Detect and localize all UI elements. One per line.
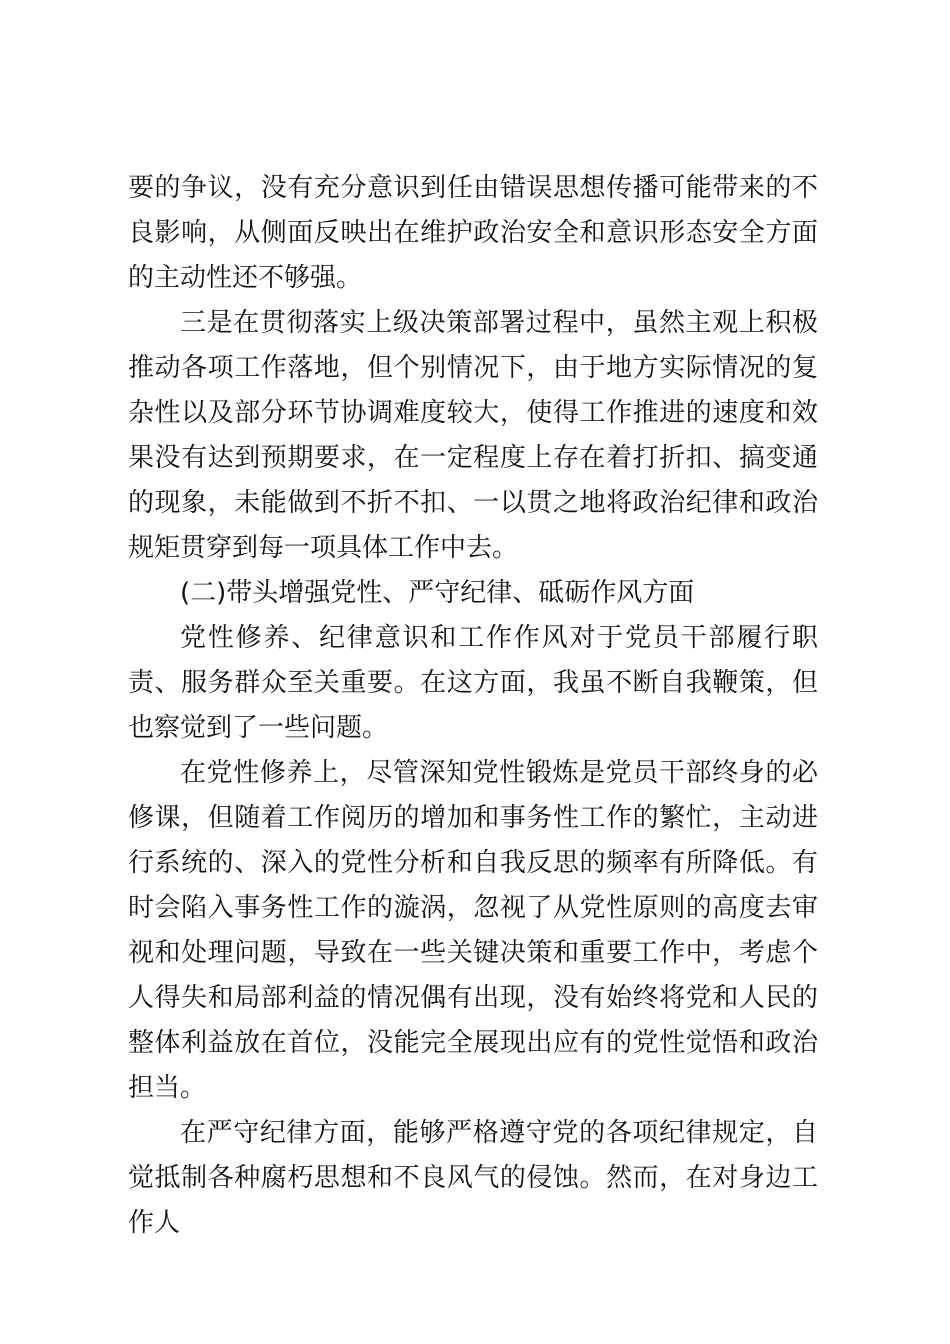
paragraph-intro: 党性修养、纪律意识和工作作风对于党员干部履行职责、服务群众至关重要。在这方面，我虽不断自我鞭策，但也察觉到了一些问题。 — [128, 623, 818, 743]
paragraph-discipline: 在严守纪律方面，能够严格遵守党的各项纪律规定，自觉抵制各种腐朽思想和不良风气的侵蚀。然而，在对身边工作人 — [128, 1118, 818, 1238]
paragraph-continuation: 要的争议，没有充分意识到任由错误思想传播可能带来的不良影响，从侧面反映出在维护政治安全和意识形态安全方面的主动性还不够强。 — [128, 173, 818, 293]
section-heading: (二)带头增强党性、严守纪律、砥砺作风方面 — [180, 578, 695, 608]
document-body — [128, 166, 818, 1246]
paragraph-third-point: 三是在贯彻落实上级决策部署过程中，虽然主观上积极推动各项工作落地，但个别情况下，由于地方实际情况的复杂性以及部分环节协调难度较大，使得工作推进的速度和效果没有达到预期要求，在一定程度上存在着打折扣、搞变通的现象，未能做到不折不扣、一以贯之地将政治纪律和政治规矩贯穿到每一项具体工作中去。 — [128, 308, 818, 563]
paragraph-party-spirit: 在党性修养上，尽管深知党性锻炼是党员干部终身的必修课，但随着工作阅历的增加和事务性工作的繁忙，主动进行系统的、深入的党性分析和自我反思的频率有所降低。有时会陷入事务性工作的漩涡，忽视了从党性原则的高度去审视和处理问题，导致在一些关键决策和重要工作中，考虑个人得失和局部利益的情况偶有出现，没有始终将党和人民的整体利益放在首位，没能完全展现出应有的党性觉悟和政治担当。 — [128, 758, 818, 1103]
